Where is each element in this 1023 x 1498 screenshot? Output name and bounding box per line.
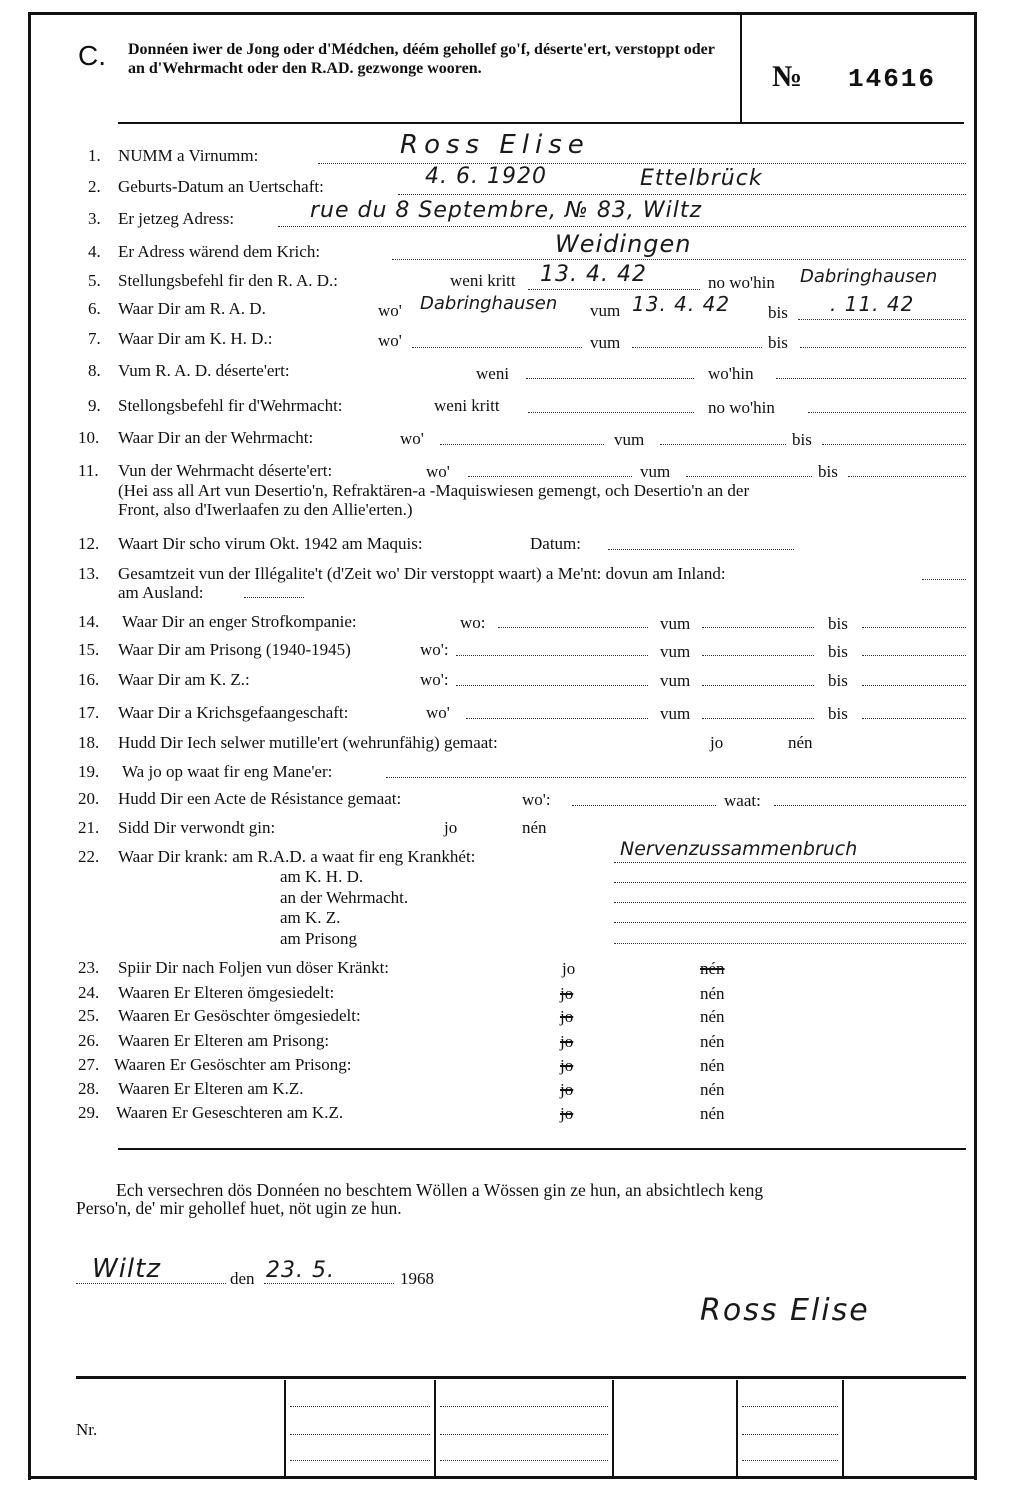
declaration-separator (118, 1148, 966, 1150)
row-7-wo-line (412, 347, 582, 348)
row-11-vum: vum (640, 462, 671, 481)
row-17-num: 17. (78, 703, 100, 722)
row-8-wohin-line (776, 378, 966, 379)
row-2-place: Ettelbrück (640, 166, 763, 191)
row-16-vum-line (702, 685, 814, 686)
row-5-num: 5. (88, 271, 101, 290)
row-10-wo-line (440, 444, 604, 445)
row-28-nen: nén (700, 1080, 725, 1099)
row-11-bis: bis (818, 462, 838, 481)
row-14-wo-line (498, 627, 648, 628)
row-18-nen: nén (788, 733, 813, 752)
row-12-datum: Datum: (530, 534, 581, 553)
row-1-line (318, 163, 966, 164)
row-1-label: NUMM a Virnumm: (118, 146, 259, 165)
row-21-nen: nén (522, 818, 547, 837)
row-14-bis: bis (828, 614, 848, 633)
row-29-label: Waaren Er Geseschteren am K.Z. (116, 1103, 344, 1122)
row-19-line (386, 777, 966, 778)
footer-dots-9 (742, 1460, 838, 1461)
row-17-bis: bis (828, 704, 848, 723)
row-18-jo: jo (710, 733, 724, 752)
footer-dots-4 (440, 1406, 608, 1407)
row-22-line-3 (614, 902, 966, 903)
row-7-bis: bis (768, 333, 788, 352)
row-6-bis-value: . 11. 42 (830, 292, 915, 316)
row-22-sub-4: am Prisong (280, 929, 357, 948)
row-20-waat: waat: (724, 791, 761, 810)
footer-dots-5 (440, 1434, 608, 1435)
row-24-label: Waaren Er Elteren ömgesiedelt: (118, 983, 335, 1002)
row-12-num: 12. (78, 534, 100, 553)
row-15-bis: bis (828, 642, 848, 661)
header-bottom-line (118, 122, 964, 124)
row-4-num: 4. (88, 242, 101, 261)
row-10-label: Waar Dir an der Wehrmacht: (118, 428, 314, 447)
row-7-vum: vum (590, 333, 621, 352)
row-3-num: 3. (88, 209, 101, 228)
row-18-label: Hudd Dir Iech selwer mutille'ert (wehrunfähig) gemaat: (118, 733, 498, 752)
bottom-border (28, 1476, 977, 1479)
row-8-label: Vum R. A. D. déserte'ert: (118, 361, 290, 380)
row-13-inland-line (922, 579, 966, 580)
row-10-wo: wo' (400, 429, 424, 448)
row-15-wo-line (456, 655, 648, 656)
declaration-line-2: Perso'n, de' mir gehollef huet, nöt ugin ze hun. (76, 1198, 402, 1218)
row-2-label: Geburts-Datum an Uertschaft: (118, 177, 324, 196)
row-23-num: 23. (78, 958, 100, 977)
row-22-num: 22. (78, 847, 100, 866)
row-3-address: rue du 8 Septembre, № 83, Wiltz (310, 198, 703, 223)
row-16-wo: wo': (420, 670, 449, 689)
row-9-label: Stellongsbefehl fir d'Wehrmacht: (118, 396, 343, 415)
row-20-waat-line (774, 805, 966, 806)
row-5-weni: weni kritt (450, 271, 516, 290)
row-22-line-1 (614, 862, 966, 863)
row-12-datum-line (608, 549, 794, 550)
row-20-wo: wo': (522, 790, 551, 809)
row-9-wohin-line (808, 412, 966, 413)
row-2-date: 4. 6. 1920 (425, 164, 547, 189)
row-10-bis-line (822, 444, 966, 445)
row-29-num: 29. (78, 1103, 100, 1122)
row-17-bis-line (862, 718, 966, 719)
row-15-vum-line (702, 655, 814, 656)
row-22-illness: Nervenzussammenbruch (620, 838, 858, 860)
row-5-label: Stellungsbefehl fir den R. A. D.: (118, 271, 339, 290)
row-17-vum: vum (660, 704, 691, 723)
footer-col-4 (736, 1380, 738, 1476)
row-5-wohin: no wo'hin (708, 273, 775, 292)
row-22-sub-1: am K. H. D. (280, 867, 364, 886)
row-3-line (278, 226, 966, 227)
row-2-num: 2. (88, 177, 101, 196)
footer-col-1 (284, 1380, 286, 1476)
row-25-num: 25. (78, 1006, 100, 1025)
row-9-weni: weni kritt (434, 396, 500, 415)
row-11-label: Vun der Wehrmacht déserte'ert: (118, 461, 333, 480)
row-26-jo: jo (560, 1032, 574, 1051)
row-24-jo: jo (560, 984, 574, 1003)
row-22-label: Waar Dir krank: am R.A.D. a waat fir eng Krankhét: (118, 847, 476, 866)
section-letter: C. (78, 40, 106, 71)
footer-dots-2 (290, 1434, 430, 1435)
declaration-line-1: Ech versechren dös Donnéen no beschtem Wöllen a Wössen gin ze hun, an absichtlech keng (116, 1180, 764, 1200)
footer-nr-label: Nr. (76, 1420, 98, 1439)
row-24-num: 24. (78, 983, 100, 1002)
row-9-weni-line (528, 412, 694, 413)
left-border (28, 12, 31, 1480)
row-6-vum-value: 13. 4. 42 (632, 292, 731, 316)
row-13-label: Gesamtzeit vun der Illégalite't (d'Zeit wo' Dir verstoppt waart) a Me'nt: dovun am Inland: (118, 564, 726, 583)
row-28-label: Waaren Er Elteren am K.Z. (118, 1079, 304, 1098)
header-title: Donnéen iwer de Jong oder d'Médchen, déém gehollef go'f, déserte'ert, verstoppt oder an d'Wehrmacht oder den R.AD. gezwonge wooren. (128, 41, 715, 77)
row-6-wo-value: Dabringhausen (420, 293, 558, 314)
row-16-vum: vum (660, 671, 691, 690)
row-3-label: Er jetzeg Adress: (118, 209, 235, 228)
footer-dots-8 (742, 1434, 838, 1435)
row-27-label: Waaren Er Gesöschter am Prisong: (114, 1055, 352, 1074)
row-26-nen: nén (700, 1032, 725, 1051)
row-4-address: Weidingen (555, 230, 692, 258)
row-27-nen: nén (700, 1056, 725, 1075)
row-15-vum: vum (660, 642, 691, 661)
row-21-num: 21. (78, 818, 100, 837)
row-7-wo: wo' (378, 331, 402, 350)
row-27-jo: jo (560, 1056, 574, 1075)
row-20-num: 20. (78, 789, 100, 808)
row-13-ausland-line (244, 597, 304, 598)
row-6-wo: wo' (378, 301, 402, 320)
footer-dots-1 (290, 1406, 430, 1407)
row-8-weni-line (526, 378, 694, 379)
row-10-bis: bis (792, 430, 812, 449)
row-15-num: 15. (78, 640, 100, 659)
row-1-num: 1. (88, 146, 101, 165)
row-12-label: Waart Dir scho virum Okt. 1942 am Maquis: (118, 534, 423, 553)
row-23-nen: nén (700, 959, 725, 978)
row-23-jo: jo (562, 959, 576, 978)
top-border (28, 12, 976, 15)
row-15-wo: wo': (420, 640, 449, 659)
row-9-wohin: no wo'hin (708, 398, 775, 417)
row-22-line-2 (614, 882, 966, 883)
footer-dots-3 (290, 1460, 430, 1461)
row-13-num: 13. (78, 564, 100, 583)
row-5-date-line (528, 289, 700, 290)
row-19-label: Wa jo op waat fir eng Mane'er: (122, 762, 333, 781)
row-9-num: 9. (88, 396, 101, 415)
row-22-sub-3: am K. Z. (280, 908, 341, 927)
row-25-label: Waaren Er Gesöschter ömgesiedelt: (118, 1006, 361, 1025)
row-16-wo-line (456, 685, 648, 686)
footer-col-2 (434, 1380, 436, 1476)
row-16-label: Waar Dir am K. Z.: (118, 670, 250, 689)
row-4-label: Er Adress wärend dem Krich: (118, 242, 321, 261)
row-7-bis-line (800, 347, 966, 348)
row-14-bis-line (862, 627, 966, 628)
row-2-line (398, 194, 966, 195)
form-number: 14616 (848, 64, 937, 94)
row-25-nen: nén (700, 1007, 725, 1026)
row-17-wo: wo' (426, 703, 450, 722)
row-11-note-1: (Hei ass all Art vun Desertio'n, Refraktären-a -Maquiswiesen gemengt, och Desertio'n an der (118, 481, 750, 500)
row-13-ausland: am Ausland: (118, 583, 204, 602)
number-symbol: № (772, 60, 803, 93)
row-10-num: 10. (78, 428, 100, 447)
row-14-label: Waar Dir an enger Strofkompanie: (122, 612, 357, 631)
row-28-jo: jo (560, 1080, 574, 1099)
row-7-vum-line (632, 347, 762, 348)
header-divider (740, 14, 742, 122)
row-6-label: Waar Dir am R. A. D. (118, 299, 266, 318)
footer-dots-6 (440, 1460, 608, 1461)
signature: Ross Elise (700, 1293, 870, 1328)
row-21-label: Sidd Dir verwondt gin: (118, 818, 276, 837)
row-10-vum: vum (614, 430, 645, 449)
row-8-weni: weni (476, 364, 510, 383)
year: 1968 (400, 1269, 434, 1288)
right-border (974, 12, 977, 1480)
row-19-num: 19. (78, 762, 100, 781)
row-23-label: Spiir Dir nach Foljen vun döser Kränkt: (118, 958, 390, 977)
row-15-label: Waar Dir am Prisong (1940-1945) (118, 640, 351, 659)
row-11-bis-line (848, 476, 966, 477)
row-16-bis-line (862, 685, 966, 686)
row-18-num: 18. (78, 733, 100, 752)
row-4-line (392, 259, 966, 260)
row-14-vum: vum (660, 614, 691, 633)
footer-top-line (76, 1376, 966, 1379)
row-25-jo: jo (560, 1007, 574, 1026)
row-5-dest: Dabringhausen (800, 266, 938, 287)
row-10-vum-line (660, 444, 786, 445)
row-24-nen: nén (700, 984, 725, 1003)
row-22-sub-2: an der Wehrmacht. (280, 888, 409, 907)
footer-col-3 (612, 1380, 614, 1476)
row-6-bis-line (798, 319, 966, 320)
row-17-wo-line (466, 718, 648, 719)
row-6-vum: vum (590, 301, 621, 320)
row-28-num: 28. (78, 1079, 100, 1098)
row-5-date: 13. 4. 42 (540, 262, 647, 287)
place: Wiltz (92, 1254, 161, 1284)
row-14-wo: wo: (460, 613, 486, 632)
row-21-jo: jo (444, 818, 458, 837)
row-14-num: 14. (78, 612, 100, 631)
row-22-line-4 (614, 922, 966, 923)
row-8-num: 8. (88, 361, 101, 380)
row-11-wo-line (468, 476, 632, 477)
row-11-note-2: Front, also d'Iwerlaafen zu den Allie'erten.) (118, 500, 413, 519)
row-20-wo-line (572, 805, 716, 806)
row-7-label: Waar Dir am K. H. D.: (118, 329, 273, 348)
row-1-name: Ross Elise (400, 130, 590, 160)
row-7-num: 7. (88, 329, 101, 348)
row-17-label: Waar Dir a Krichsgefaangeschaft: (118, 703, 349, 722)
row-8-wohin: wo'hin (708, 364, 754, 383)
row-14-vum-line (702, 627, 814, 628)
row-16-num: 16. (78, 670, 100, 689)
date: 23. 5. (266, 1258, 335, 1283)
row-11-num: 11. (78, 461, 99, 480)
row-22-line-5 (614, 943, 966, 944)
row-17-vum-line (702, 718, 814, 719)
row-26-num: 26. (78, 1031, 100, 1050)
row-11-wo: wo' (426, 462, 450, 481)
row-27-num: 27. (78, 1055, 100, 1074)
row-26-label: Waaren Er Elteren am Prisong: (118, 1031, 330, 1050)
footer-dots-7 (742, 1406, 838, 1407)
footer-col-5 (842, 1380, 844, 1476)
row-11-vum-line (686, 476, 812, 477)
row-16-bis: bis (828, 671, 848, 690)
row-15-bis-line (862, 655, 966, 656)
row-29-nen: nén (700, 1104, 725, 1123)
row-6-bis: bis (768, 303, 788, 322)
row-20-label: Hudd Dir een Acte de Résistance gemaat: (118, 789, 402, 808)
row-29-jo: jo (560, 1104, 574, 1123)
row-6-num: 6. (88, 299, 101, 318)
den-label: den (230, 1269, 255, 1288)
